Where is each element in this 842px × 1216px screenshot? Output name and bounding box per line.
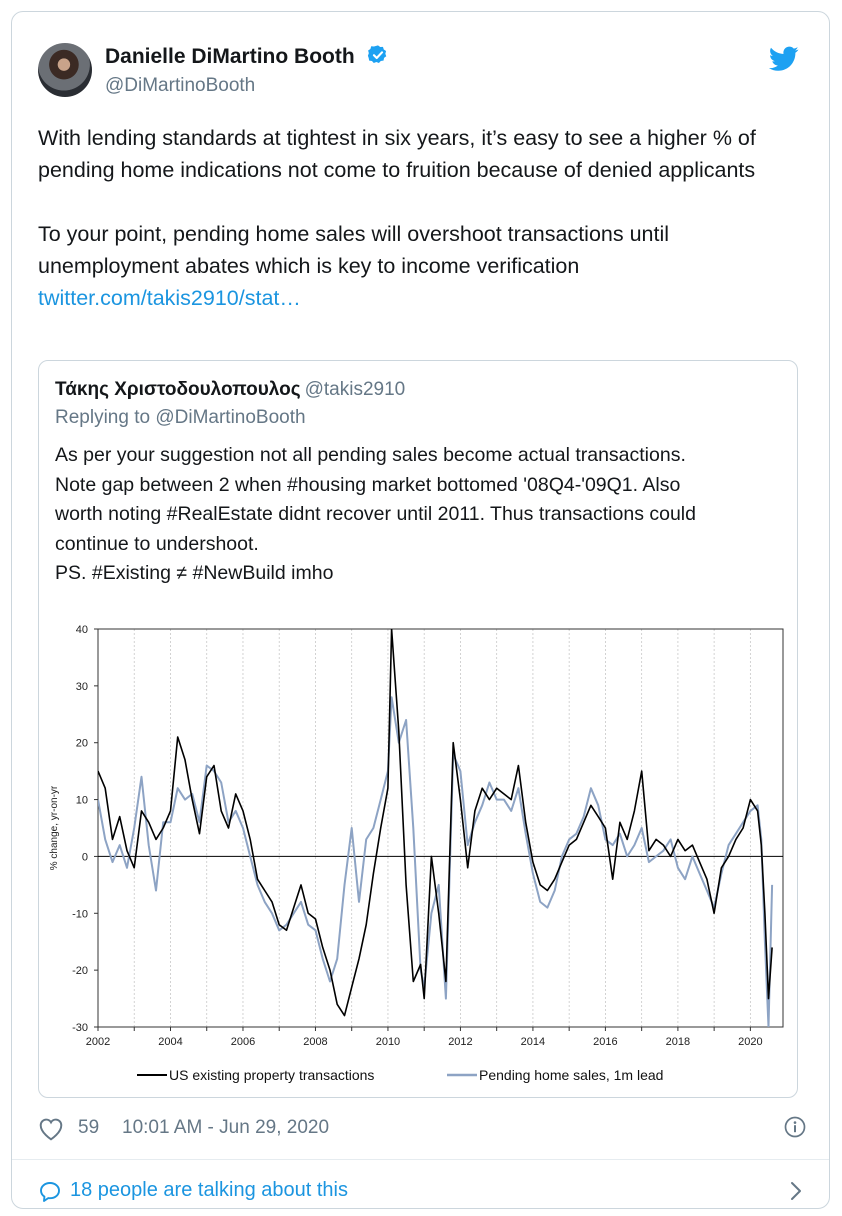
tweet-text bbox=[38, 122, 808, 314]
quote-line: PS. #Existing ≠ #NewBuild imho bbox=[55, 562, 334, 584]
x-tick-label: 2016 bbox=[593, 1036, 618, 1048]
quote-line: worth noting #RealEstate didnt recover until 2011. Thus transactions could bbox=[55, 503, 696, 525]
tweet-paragraph-2 bbox=[38, 218, 808, 282]
x-tick-label: 2004 bbox=[158, 1036, 183, 1048]
author-name-text[interactable]: Danielle DiMartino Booth bbox=[105, 45, 355, 68]
x-tick-label: 2002 bbox=[85, 1036, 111, 1048]
tweet-meta bbox=[38, 1111, 808, 1145]
y-axis-label: % change, yr-on-yr bbox=[49, 785, 60, 871]
quote-author[interactable] bbox=[55, 379, 405, 401]
timestamp[interactable]: 10:01 AM - Jun 29, 2020 bbox=[122, 1117, 330, 1138]
chevron-right-icon[interactable] bbox=[788, 1181, 804, 1201]
twitter-bird-icon[interactable] bbox=[769, 46, 799, 72]
divider bbox=[12, 1159, 829, 1160]
housing-chart[interactable] bbox=[39, 609, 797, 1093]
x-tick-label: 2010 bbox=[375, 1036, 401, 1048]
x-tick-label: 2014 bbox=[520, 1036, 546, 1048]
legend-label-existing: US existing property transactions bbox=[169, 1067, 375, 1083]
y-tick-label: -10 bbox=[72, 908, 88, 921]
like-count[interactable]: 59 bbox=[78, 1117, 100, 1138]
x-tick-label: 2018 bbox=[665, 1036, 691, 1048]
avatar[interactable] bbox=[38, 43, 92, 97]
x-tick-label: 2012 bbox=[448, 1036, 473, 1048]
x-tick-label: 2006 bbox=[230, 1036, 256, 1048]
comment-icon bbox=[38, 1180, 62, 1204]
y-tick-label: -30 bbox=[72, 1022, 88, 1034]
author-name[interactable] bbox=[105, 44, 389, 69]
conversation-row[interactable] bbox=[38, 1174, 808, 1208]
verified-badge-icon bbox=[367, 44, 389, 66]
x-tick-label: 2020 bbox=[738, 1036, 763, 1048]
y-tick-label: 0 bbox=[81, 851, 88, 864]
quoted-tweet-link[interactable]: twitter.com/takis2910/stat… bbox=[38, 286, 301, 310]
quote-author-handle[interactable]: @takis2910 bbox=[304, 379, 406, 400]
quoted-tweet[interactable] bbox=[38, 360, 798, 1098]
y-tick-label: 30 bbox=[75, 680, 88, 693]
y-tick-label: 20 bbox=[75, 737, 88, 750]
quote-author-name[interactable]: Τάκης Χριστοδουλοπουλος bbox=[55, 379, 301, 400]
heart-icon[interactable] bbox=[38, 1117, 64, 1141]
legend-label-pending: Pending home sales, 1m lead bbox=[479, 1067, 664, 1083]
replying-to: Replying to @DiMartinoBooth bbox=[55, 407, 306, 428]
y-tick-label: 40 bbox=[75, 624, 88, 636]
tweet-card bbox=[11, 11, 830, 1209]
quote-text bbox=[55, 441, 791, 589]
quote-line: continue to undershoot. bbox=[55, 532, 259, 555]
quote-line: As per your suggestion not all pending sales become actual transactions. bbox=[55, 444, 686, 466]
quote-line: Note gap between 2 when #housing market bottomed '08Q4-'09Q1. Also bbox=[55, 473, 681, 496]
people-talking-link[interactable]: 18 people are talking about this bbox=[70, 1179, 348, 1201]
y-tick-label: -20 bbox=[72, 965, 88, 978]
x-tick-label: 2008 bbox=[303, 1036, 328, 1048]
info-icon[interactable] bbox=[784, 1116, 806, 1138]
author-handle[interactable]: @DiMartinoBooth bbox=[105, 75, 256, 96]
tweet-paragraph-2-text: To your point, pending home sales will overshoot transactions until unemployment abates which is key to income verification bbox=[38, 222, 670, 278]
y-tick-label: 10 bbox=[75, 794, 88, 807]
series-line-pending bbox=[98, 697, 772, 1027]
tweet-paragraph-1: With lending standards at tightest in six years, it’s easy to see a higher % of pending home indications not come to fruition because of denied applicants bbox=[38, 126, 756, 182]
